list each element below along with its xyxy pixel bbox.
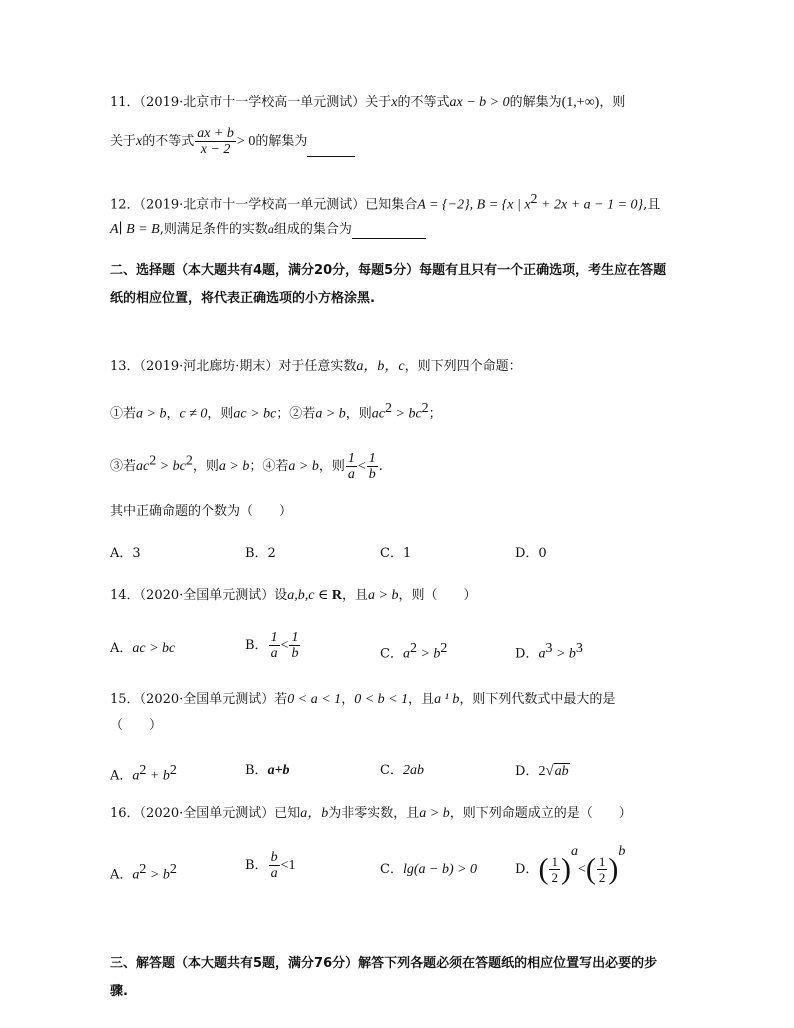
q13-exponent: 2 <box>149 453 157 469</box>
q13-prop2-result: ac <box>371 406 385 422</box>
q16-option-a-label: A． <box>110 867 133 883</box>
q14-real-set: R <box>331 588 342 603</box>
q14-text: 设 <box>274 588 288 603</box>
q11-numerator: ax + b <box>197 126 234 141</box>
q14-frac-den: b <box>291 646 299 661</box>
q14-line1 <box>110 587 476 605</box>
q15-option-d-coef: 2 <box>538 764 546 779</box>
q13-question-tail: 其中正确命题的个数为（ ） <box>110 504 293 519</box>
q13-frac-num: 1 <box>347 451 355 466</box>
q13-line1 <box>110 358 522 376</box>
q15-exponent: 2 <box>139 763 147 778</box>
q12-answer-blank[interactable] <box>352 224 426 239</box>
q13-period: . <box>378 459 383 474</box>
q11-text: 的解集为 <box>255 134 308 149</box>
q15-source: （2020·全国单元测试） <box>139 692 275 707</box>
q15-option-b[interactable] <box>245 762 290 780</box>
q16-condition: a > b <box>419 806 450 821</box>
q14-option-b[interactable] <box>245 630 301 661</box>
q13-option-a[interactable]: A．3 <box>110 546 141 561</box>
q13-exponent: 2 <box>185 453 193 469</box>
q14-frac-num: 1 <box>291 630 299 645</box>
q11-text: ，则 <box>599 95 626 110</box>
q14-option-a[interactable] <box>110 640 175 658</box>
q16-less-than: < <box>577 862 586 877</box>
q14-exponent: 3 <box>575 641 583 656</box>
q14-less-than: < <box>280 638 289 653</box>
q14-text: ，且 <box>341 588 368 603</box>
q14-exponent: 3 <box>545 641 553 656</box>
q13-fraction-1b <box>367 451 378 482</box>
section2-heading-line1: 二、选择题（本大题共有4题，满分20分，每题5分）每题有且只有一个正确选项，考生应在答题 <box>110 263 667 278</box>
section3-heading-line2: 骤. <box>110 984 128 999</box>
q15-option-a[interactable] <box>110 762 177 785</box>
q14-number: 14． <box>110 588 140 603</box>
q14-frac-den: a <box>270 646 278 661</box>
q14-option-b-label: B． <box>245 638 268 653</box>
q14-frac-1b <box>289 630 300 661</box>
q12-line2 <box>110 220 426 239</box>
right-paren-icon: ) <box>608 852 619 886</box>
q13-prop1-result: ac > bc <box>233 406 277 422</box>
q11-gt-zero: > 0 <box>236 134 256 149</box>
q15-paren: （ ） <box>110 718 163 733</box>
q13-frac-num: 1 <box>368 451 376 466</box>
q15-option-a-expr: + b <box>146 768 170 784</box>
q16-line1 <box>110 805 632 823</box>
q13-fraction-1a <box>346 451 357 482</box>
q15-cond2: 0 < b < 1 <box>354 692 409 707</box>
q16-option-a[interactable] <box>110 861 177 884</box>
q15-option-d-radicand: ab <box>554 764 569 779</box>
q16-half-den: 2 <box>551 870 558 885</box>
q13-text: ，则下列四个命题： <box>404 359 522 374</box>
q13-source: （2019·河北廊坊·期末） <box>139 359 279 374</box>
q14-vars: a,b,c ∈ <box>287 588 332 603</box>
q11-answer-blank[interactable] <box>307 142 355 157</box>
q16-exp-b: b <box>618 844 626 859</box>
q16-frac-num: b <box>270 850 278 865</box>
q16-option-d[interactable] <box>515 843 625 887</box>
q15-option-c-expr: 2ab <box>402 763 424 778</box>
q16-source: （2020·全国单元测试） <box>139 806 275 821</box>
q15-option-d-label: D． <box>515 764 539 779</box>
q12-text: ,且 <box>643 197 661 213</box>
q13-then: ，则 <box>345 406 372 422</box>
q13-prop3-result: a > b <box>218 459 250 474</box>
q13-prop3-cond: ac <box>136 459 150 474</box>
q14-exponent: 2 <box>409 641 417 656</box>
q11-var: x <box>391 95 398 110</box>
q12-text: 组成的集合为 <box>273 222 352 237</box>
q13-frac-den: a <box>347 467 355 482</box>
q14-source: （2020·全国单元测试） <box>139 588 275 603</box>
q16-option-c-expr: lg(a − b) > 0 <box>402 862 478 877</box>
q16-half-num: 1 <box>598 854 606 869</box>
q12-set-a: A = {−2}, B = {x | x <box>417 197 531 213</box>
q13-prop4: ④若 <box>262 459 289 474</box>
q14-option-c-expr: a <box>402 646 410 662</box>
q15-text: ， <box>341 692 355 707</box>
q13-then: ，则 <box>192 459 219 474</box>
q12-condition: A∣ B = B <box>110 222 160 237</box>
q16-text: 已知 <box>274 806 301 821</box>
q13-sep: ； <box>428 406 442 422</box>
q13-sep: ； <box>249 459 263 474</box>
q15-number: 15． <box>110 692 140 707</box>
q11-inequality: ax − b > 0 <box>449 95 510 110</box>
q16-half-1 <box>549 854 560 885</box>
q13-prop4-cond: a > b <box>288 459 319 474</box>
q16-exponent: 2 <box>169 862 177 877</box>
q14-condition: a > b <box>368 588 399 603</box>
q14-text: ，则（ ） <box>398 588 477 603</box>
q16-half-den: 2 <box>598 870 606 885</box>
left-paren-icon: ( <box>538 852 549 886</box>
q13-propositions-3-4 <box>110 451 383 482</box>
q16-number: 16． <box>110 806 140 821</box>
q13-exponent: 2 <box>421 401 429 416</box>
sqrt-icon: √ <box>545 763 554 779</box>
q13-less-than: < <box>357 459 366 474</box>
q12-text: ,则满足条件的实数 <box>159 222 268 237</box>
q15-option-c-label: C． <box>380 763 403 778</box>
q13-prop3: ③若 <box>110 459 137 474</box>
q12-exponent: 2 <box>530 192 538 207</box>
q11-denominator: x − 2 <box>200 142 231 157</box>
q11-solution-set: (1,+∞) <box>561 95 600 110</box>
q15-option-d[interactable] <box>515 762 570 781</box>
q13-then: ，则 <box>207 406 234 422</box>
q16-exp-a: a <box>570 844 578 859</box>
section3-heading-line1: 三、解答题（本大题共有5题，满分76分）解答下列各题必须在答题纸的相应位置写出必要的步 <box>110 956 658 971</box>
right-paren-icon: ) <box>560 852 571 886</box>
q15-option-a-expr: a <box>132 768 140 784</box>
q13-exponent: 2 <box>385 401 392 416</box>
q13-option-d[interactable]: D．0 <box>515 546 547 561</box>
q13-prop3-cond: > bc <box>156 459 186 474</box>
q12-set-b: + 2x + a − 1 = 0} <box>537 197 644 213</box>
q15-option-c[interactable] <box>380 762 424 780</box>
q13-prop1-cond: a > b <box>136 406 167 422</box>
q14-option-a-label: A． <box>110 641 133 656</box>
q15-line1 <box>110 691 615 709</box>
q13-sep: ； <box>276 406 290 422</box>
q13-frac-den: b <box>368 467 376 482</box>
q11-number: 11． <box>110 95 140 110</box>
q16-frac-den: a <box>270 866 278 881</box>
q14-option-d-expr: a <box>538 646 546 662</box>
q16-option-d-label: D． <box>515 862 539 877</box>
q14-option-c[interactable] <box>380 640 447 663</box>
q13-option-b[interactable]: B．2 <box>245 546 276 561</box>
q14-option-d[interactable] <box>515 640 583 663</box>
left-paren-icon: ( <box>585 852 596 886</box>
q12-line1 <box>110 191 660 214</box>
q15-option-b-expr: a+b <box>267 763 290 778</box>
q13-option-c[interactable]: C．1 <box>380 546 412 561</box>
section2-heading-line2: 纸的相应位置，将代表正确选项的小方格涂黑. <box>110 291 375 306</box>
q13-then: ，则 <box>318 459 345 474</box>
q11-text: 的不等式 <box>397 95 450 110</box>
q16-option-a-expr: > b <box>146 867 170 883</box>
q16-half-num: 1 <box>551 854 558 869</box>
q14-option-d-expr: > b <box>552 646 576 662</box>
q11-text: 关于 <box>365 95 392 110</box>
q12-source: （2019·北京市十一学校高一单元测试） <box>139 197 366 213</box>
q14-exponent: 2 <box>440 641 448 656</box>
q16-option-c[interactable] <box>380 861 477 879</box>
q15-cond1: 0 < a < 1 <box>287 692 342 707</box>
q13-sep: ， <box>166 406 180 422</box>
q12-number: 12． <box>110 197 140 213</box>
q15-text: ，则下列代数式中最大的是 <box>459 692 616 707</box>
q16-frac <box>269 850 280 881</box>
q13-prop2-result: > bc <box>392 406 422 422</box>
q16-option-a-expr: a <box>132 867 140 883</box>
q13-number: 13． <box>110 359 140 374</box>
q13-prop1-cond2: c ≠ 0 <box>179 406 208 422</box>
q14-option-a-expr: ac > bc <box>132 641 176 656</box>
q15-cond3: a ¹ b <box>434 692 460 707</box>
q15-option-b-label: B． <box>245 763 268 778</box>
q15-text: ，且 <box>408 692 435 707</box>
q11-text: 的解集为 <box>509 95 562 110</box>
q11-source: （2019·北京市十一学校高一单元测试） <box>139 95 366 110</box>
q13-vars: a，b，c <box>356 359 405 374</box>
q13-prop1: ①若 <box>110 406 137 422</box>
q16-option-c-label: C． <box>380 862 403 877</box>
q15-exponent: 2 <box>169 763 177 778</box>
q16-exponent: 2 <box>139 862 147 877</box>
q16-half-2 <box>597 854 608 885</box>
q13-prop2-cond: a > b <box>315 406 346 422</box>
q16-text: 为非零实数，且 <box>328 806 420 821</box>
q16-option-b-label: B． <box>245 858 268 873</box>
q16-option-b[interactable] <box>245 850 295 881</box>
q15-text: 若 <box>274 692 288 707</box>
q16-option-b-rel: <1 <box>280 858 296 873</box>
q11-line2 <box>110 126 355 157</box>
q14-frac-1a <box>269 630 280 661</box>
q14-frac-num: 1 <box>270 630 278 645</box>
q11-text: 的不等式 <box>142 134 195 149</box>
q12-text: 已知集合 <box>365 197 418 213</box>
q14-option-c-expr: > b <box>416 646 441 662</box>
q14-option-c-label: C． <box>380 646 403 662</box>
q13-text: 对于任意实数 <box>278 359 357 374</box>
q16-text: ，则下列命题成立的是（ ） <box>449 806 632 821</box>
q15-option-a-label: A． <box>110 768 133 784</box>
q13-prop2: ②若 <box>289 406 316 422</box>
q14-option-d-label: D． <box>515 646 539 662</box>
q11-text: 关于 <box>110 134 137 149</box>
q11-line1 <box>110 94 625 112</box>
q11-fraction <box>195 126 236 157</box>
q11-var: x <box>136 134 143 149</box>
q13-propositions-1-2 <box>110 400 442 423</box>
q12-var: a <box>267 222 274 236</box>
q16-vars: a，b <box>300 806 329 821</box>
